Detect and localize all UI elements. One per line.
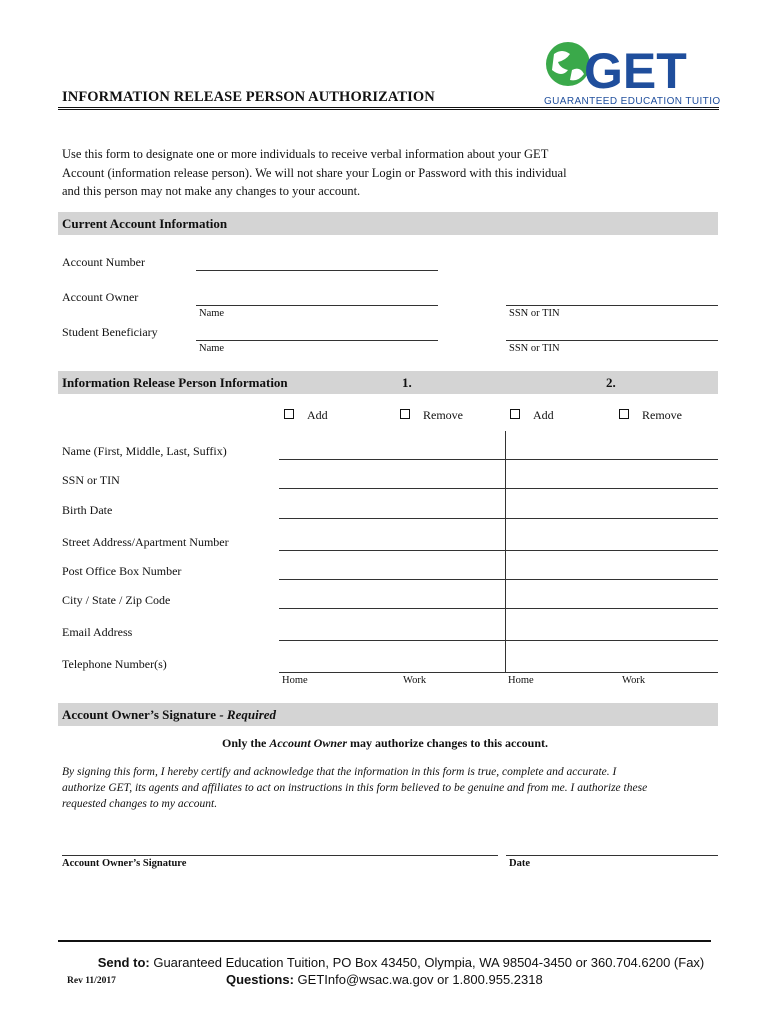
certification-text [62,764,722,812]
required-text: - Required [216,707,277,722]
title-divider [58,109,719,110]
account-number-label: Account Number [62,255,145,269]
field-label-city-state-zip: City / State / Zip Code [62,593,171,607]
add-label: Add [533,408,554,422]
notice-emphasis: Account Owner [269,736,348,750]
date-caption: Date [509,858,530,869]
authorization-notice [0,736,770,751]
column-divider [505,431,506,673]
field-label-birth-date: Birth Date [62,503,113,517]
questions-line [226,972,543,987]
beneficiary-ssn-field[interactable] [506,340,718,341]
revision-label: Rev 11/2017 [67,976,116,986]
cert-line: authorize GET, its agents and affiliates to act on instructions in this form believed to be genuine and from me. I authorize these [62,782,648,794]
signature-heading-text: Account Owner’s Signature [62,707,217,722]
ssn-field[interactable] [279,488,718,489]
field-label-ssn: SSN or TIN [62,473,120,487]
section-header-account [58,212,718,235]
city-state-zip-field[interactable] [279,608,718,609]
signature-field[interactable] [62,855,498,856]
intro-line: Account (information release person). We will not share your Login or Password with this individual [62,165,567,180]
street-field[interactable] [279,550,718,551]
work-caption: Work [403,675,427,686]
signature-caption: Account Owner’s Signature [62,858,187,869]
remove-label: Remove [423,408,463,422]
section-header-release [58,371,718,394]
column-1-heading: 1. [402,375,412,390]
beneficiary-name-field[interactable] [196,340,438,341]
intro-text [62,145,662,201]
add-checkbox-person-1[interactable] [284,409,294,419]
account-owner-name-field[interactable] [196,305,438,306]
logo-subtext: GUARANTEED EDUCATION TUITION [544,96,720,107]
intro-line: Use this form to designate one or more individuals to receive verbal information about your GET [62,147,549,161]
footer-divider [58,940,711,942]
send-to-address: Guaranteed Education Tuition, PO Box 43450, Olympia, WA 98504-3450 or 360.704.6200 (Fax) [153,955,705,970]
work-caption: Work [622,675,646,686]
name-caption: Name [199,308,225,319]
remove-checkbox-person-2[interactable] [619,409,629,419]
questions-label: Questions: [226,972,294,987]
field-label-email: Email Address [62,625,133,639]
telephone-field[interactable] [279,672,718,673]
section-heading: Information Release Person Information [62,375,288,390]
section-heading: Current Account Information [62,216,228,231]
add-label: Add [307,408,328,422]
ssn-caption: SSN or TIN [509,343,560,354]
get-logo-graphic [540,40,720,108]
get-logo [540,40,720,108]
section-header-signature [58,703,718,726]
intro-line: and this person may not make any changes to your account. [62,184,361,198]
send-to-label: Send to: [97,955,150,970]
questions-contact: GETInfo@wsac.wa.gov or 1.800.955.2318 [297,972,543,987]
send-to-line [0,955,770,970]
home-caption: Home [282,675,308,686]
add-checkbox-person-2[interactable] [510,409,520,419]
name-field[interactable] [279,459,718,460]
cert-line: By signing this form, I hereby certify and acknowledge that the information in this form is true, complete and accurate. I [62,766,617,778]
po-box-field[interactable] [279,579,718,580]
cert-line: requested changes to my account. [62,798,218,810]
account-number-field[interactable] [196,270,438,271]
notice-suffix: may authorize changes to this account. [347,736,549,750]
page-title: INFORMATION RELEASE PERSON AUTHORIZATION [62,89,435,105]
home-caption: Home [508,675,534,686]
remove-checkbox-person-1[interactable] [400,409,410,419]
account-owner-ssn-field[interactable] [506,305,718,306]
field-label-street: Street Address/Apartment Number [62,535,229,549]
birth-date-field[interactable] [279,518,718,519]
title-divider [58,107,719,108]
logo-text: GET [584,43,687,99]
field-label-po-box: Post Office Box Number [62,564,182,578]
field-label-name: Name (First, Middle, Last, Suffix) [62,444,227,458]
notice-prefix: Only the [221,736,270,750]
email-field[interactable] [279,640,718,641]
student-beneficiary-label: Student Beneficiary [62,325,158,339]
section-heading [62,707,276,723]
ssn-caption: SSN or TIN [509,308,560,319]
column-2-heading: 2. [606,375,616,390]
field-label-telephone: Telephone Number(s) [62,657,167,671]
remove-label: Remove [642,408,682,422]
account-owner-label: Account Owner [62,290,139,304]
date-field[interactable] [506,855,718,856]
name-caption: Name [199,343,225,354]
